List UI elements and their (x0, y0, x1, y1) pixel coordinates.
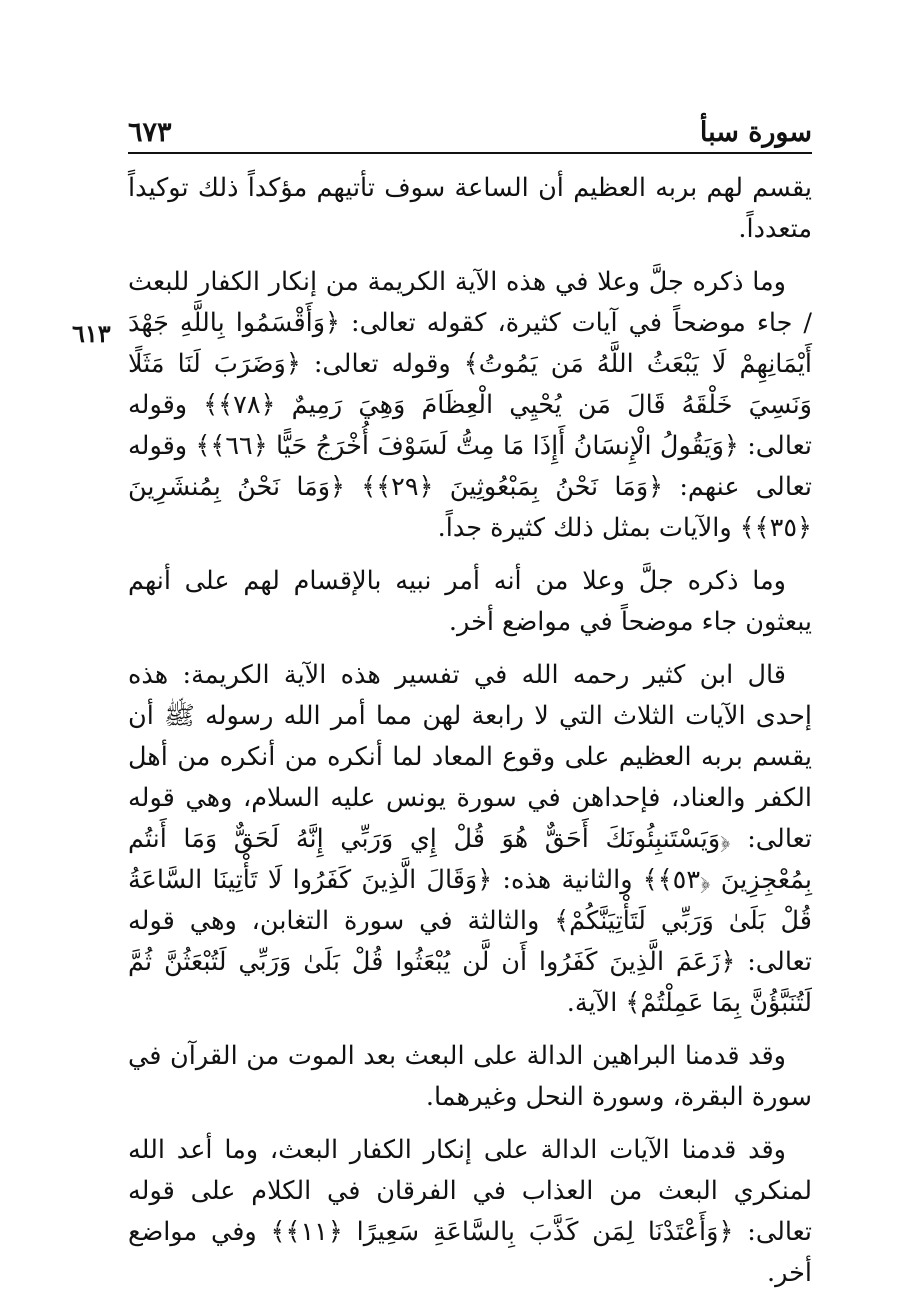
paragraph-6: وقد قدمنا الآيات الدالة على إنكار الكفار البعث، وما أعد الله لمنكري البعث من العذاب في الفرقان في الكلام على قوله تعالى: ﴿وَأَعْتَدْنَا لِمَن كَذَّبَ بِالسَّاعَةِ سَعِيرًا ﴿١١﴾﴾ وفي مواضع أخر. (128, 1135, 813, 1288)
paragraph-5: وقد قدمنا البراهين الدالة على البعث بعد الموت من القرآن في سورة البقرة، وسورة النحل وغيرهما. (128, 1041, 812, 1112)
margin-reference-number: ٦١٣ (72, 319, 111, 348)
page-number: ٦٧٣ (128, 117, 172, 148)
paragraph-4: قال ابن كثير رحمه الله في تفسير هذه الآية الكريمة: هذه إحدى الآيات الثلاث التي لا رابعة لهن مما أمر الله رسوله ﷺ أن يقسم بربه العظيم على وقوع المعاد لما أنكره من أنكره من أهل الكفر والعناد، فإحداهن في سورة يونس عليه السلام، وهي قوله تعالى: ﴿وَيَسْتَنبِئُونَكَ أَحَقٌّ هُوَ قُلْ إِي وَرَبِّي إِنَّهُ لَحَقٌّ وَمَا أَنتُم بِمُعْجِزِينَ ﴿٥٣﴾﴾ والثانية هذه: ﴿وَقَالَ الَّذِينَ كَفَرُوا لَا تَأْتِينَا السَّاعَةُ قُلْ بَلَىٰ وَرَبِّي لَتَأْتِيَنَّكُمْ﴾ والثالثة في سورة التغابن، وهي قوله تعالى: ﴿زَعَمَ الَّذِينَ كَفَرُوا أَن لَّن يُبْعَثُوا قُلْ بَلَىٰ وَرَبِّي لَتُبْعَثُنَّ ثُمَّ لَتُنَبَّؤُنَّ بِمَا عَمِلْتُمْ﴾ الآية. (128, 660, 812, 1018)
page-body (128, 168, 812, 1294)
book-page (72, 100, 813, 1306)
surah-title: سورة سبأ (699, 117, 812, 148)
paragraph-3: وما ذكره جلَّ وعلا من أنه أمر نبيه بالإقسام لهم على أنهم يبعثون جاء موضحاً في مواضع أخر. (128, 566, 812, 637)
paragraph-1: يقسم لهم بربه العظيم أن الساعة سوف تأتيهم مؤكداً ذلك توكيداً متعدداً. (128, 173, 812, 244)
page-header (128, 100, 812, 146)
header-rule (128, 152, 812, 154)
paragraph-2: وما ذكره جلَّ وعلا في هذه الآية الكريمة من إنكار الكفار للبعث / جاء موضحاً في آيات كثيرة، كقوله تعالى: ﴿وَأَقْسَمُوا بِاللَّهِ جَهْدَ أَيْمَانِهِمْ لَا يَبْعَثُ اللَّهُ مَن يَمُوتُ﴾ وقوله تعالى: ﴿وَضَرَبَ لَنَا مَثَلًا وَنَسِيَ خَلْقَهُ قَالَ مَن يُحْيِي الْعِظَامَ وَهِيَ رَمِيمٌ ﴿٧٨﴾﴾ وقوله تعالى: ﴿وَيَقُولُ الْإِنسَانُ أَإِذَا مَا مِتُّ لَسَوْفَ أُخْرَجُ حَيًّا ﴿٦٦﴾﴾ وقوله تعالى عنهم: ﴿وَمَا نَحْنُ بِمَبْعُوثِينَ ﴿٢٩﴾﴾ ﴿وَمَا نَحْنُ بِمُنشَرِينَ ﴿٣٥﴾﴾ والآيات بمثل ذلك كثيرة جداً. (128, 267, 812, 543)
